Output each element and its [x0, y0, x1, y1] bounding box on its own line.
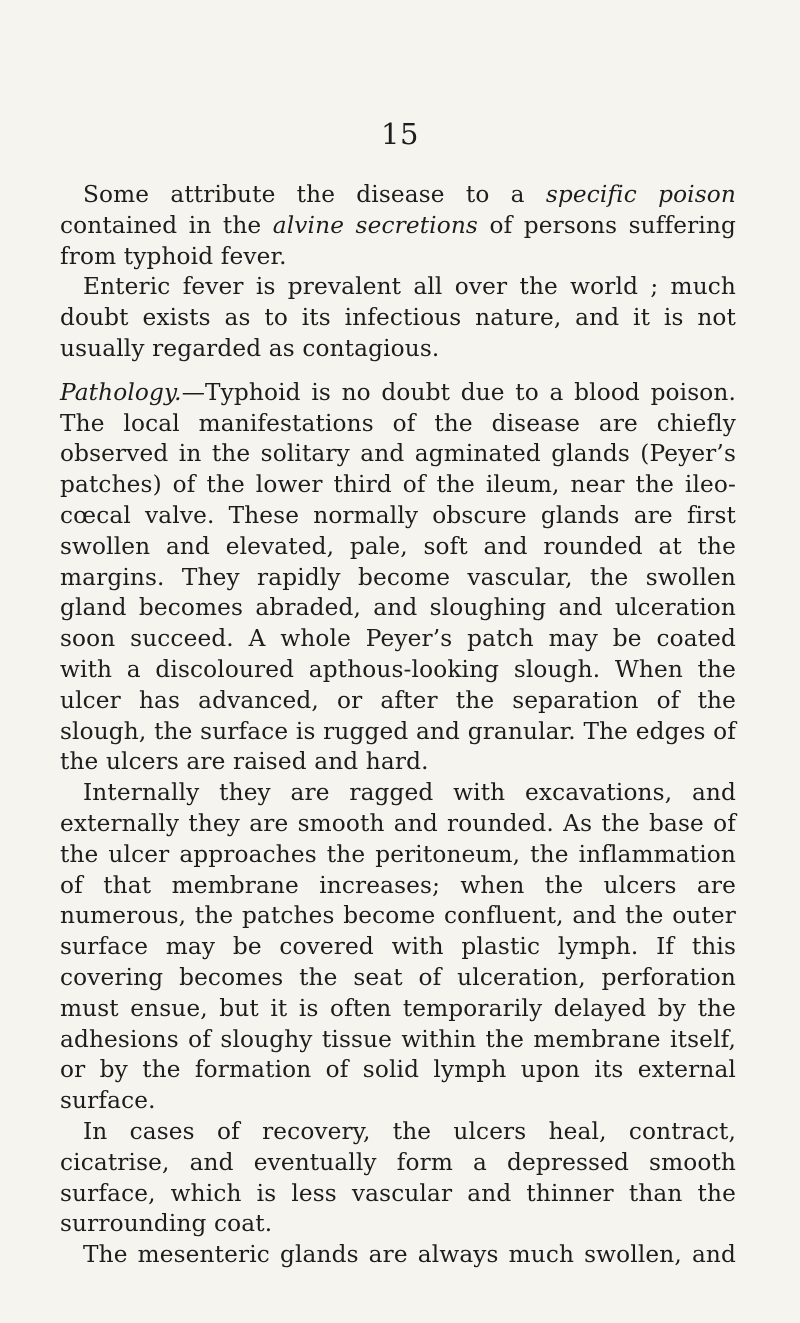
paragraph-disease-cause: [60, 180, 736, 272]
italic-term-specific-poison: specific poison: [545, 181, 736, 208]
page-number: 15: [381, 117, 419, 151]
italic-term-alvine-secretions: alvine secretions: [272, 211, 478, 239]
section-heading-pathology: Pathology.: [60, 378, 182, 406]
paragraph-ulcer-structure: Internally they are ragged with excavations, and externally they are smooth and rounded. As the base of the ulcer approaches the peritoneum, the inflammation of that membrane increases; when the ulcers are numerous, the patches become confluent, and the outer surface may be covered with plastic lymph. If this covering becomes the seat of ulceration, perforation must ensue, but it is often temporarily delayed by the adhesions of sloughy tissue within the membrane itself, or by the formation of solid lymph upon its external surface.: [60, 779, 736, 1115]
paragraph-mesenteric-glands: The mesenteric glands are always much swollen, and: [83, 1241, 736, 1269]
paragraph-pathology: [60, 378, 736, 778]
paragraph-text: contained in the: [60, 211, 273, 239]
paragraph-recovery: In cases of recovery, the ulcers heal, contract, cicatrise, and eventually form a depressed smooth surface, which is less vascular and thinner than the surrounding coat.: [60, 1117, 736, 1238]
paragraph-text: of persons suffering from typhoid fever.: [60, 211, 736, 270]
paragraph-enteric-fever: Enteric fever is prevalent all over the world ; much doubt exists as to its infectious nature, and it is not usually regarded as contagious.: [60, 273, 736, 362]
paragraph-text: —Typhoid is no doubt due to a blood poison. The local manifestations of the disease are chiefly observed in the solitary and agminated glands (Peyer’s patches) of the lower third of the ileum, near the ileo-cœcal valve. These normally obscure glands are first swollen and elevated, pale, soft and rounded at the margins. They rapidly become vascular, the swollen gland becomes abraded, and sloughing and ulceration soon succeed. A whole Peyer’s patch may be coated with a discoloured apthous-looking slough. When the ulcer has advanced, or after the separation of the slough, the surface is rugged and granular. The edges of the ulcers are raised and hard.: [60, 378, 736, 776]
body-text: [60, 180, 736, 1271]
paragraph-text: Some attribute the disease to a: [83, 181, 546, 208]
